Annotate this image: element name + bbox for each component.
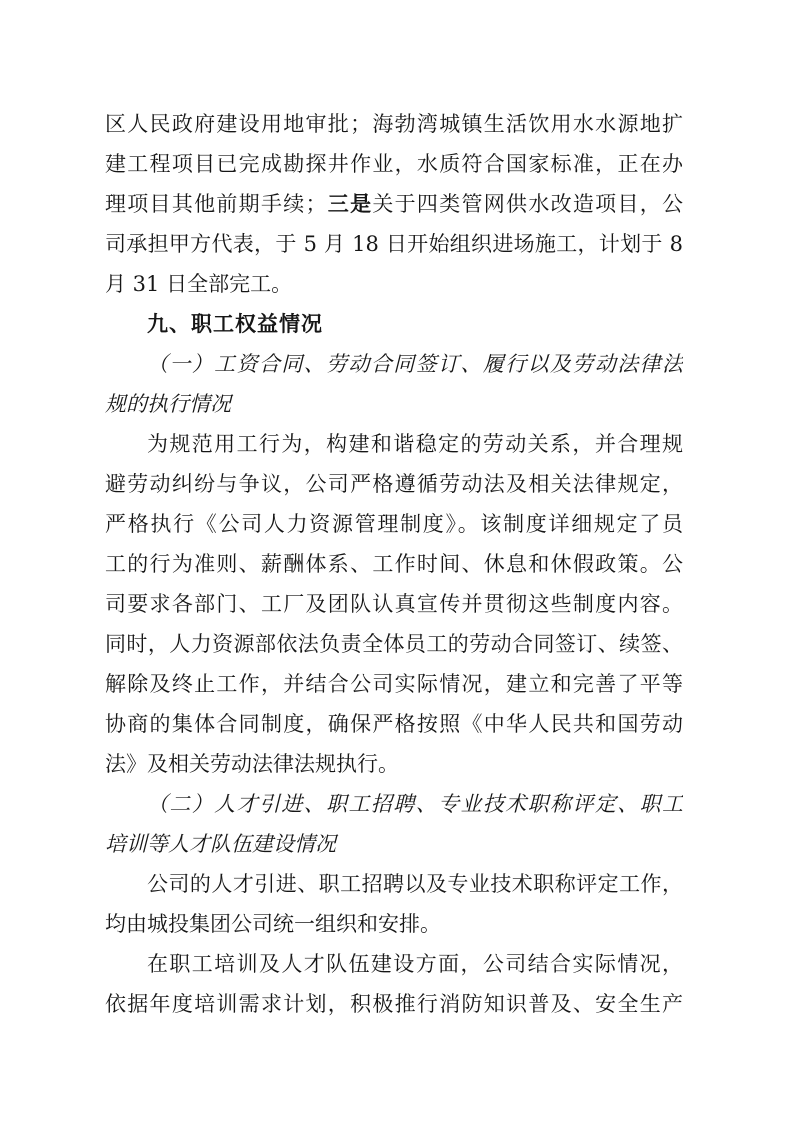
text-run: 理项目其他前期手续； xyxy=(105,192,327,216)
paragraph-line: 区人民政府建设用地审批；海勃湾城镇生活饮用水水源地扩 xyxy=(105,112,683,136)
subsection-heading-line: 培训等人才队伍建设情况 xyxy=(105,832,336,856)
subsection-heading-line: （一）工资合同、劳动合同签订、履行以及劳动法律法 xyxy=(147,352,683,376)
paragraph-line: 建工程项目已完成勘探井作业，水质符合国家标准，正在办 xyxy=(105,152,683,176)
paragraph-line: 在职工培训及人才队伍建设方面，公司结合实际情况， xyxy=(147,952,683,976)
paragraph-line: 避劳动纠纷与争议，公司严格遵循劳动法及相关法律规定， xyxy=(105,472,683,496)
bold-text-run: 三是 xyxy=(326,191,373,216)
paragraph-last-line: 法》及相关劳动法律法规执行。 xyxy=(105,752,399,776)
document-body xyxy=(105,104,683,1024)
paragraph-line: 司承担甲方代表，于 5 月 18 日开始组织进场施工，计划于 8 xyxy=(105,232,683,256)
section-heading: 九、职工权益情况 xyxy=(147,312,323,336)
paragraph-last-line: 均由城投集团公司统一组织和安排。 xyxy=(105,912,441,936)
text-run: 关于四类管网供水改造项目，公 xyxy=(372,192,683,216)
paragraph-line: 公司的人才引进、职工招聘以及专业技术职称评定工作， xyxy=(147,872,683,896)
paragraph-line: 协商的集体合同制度，确保严格按照《中华人民共和国劳动 xyxy=(105,712,683,736)
paragraph-line xyxy=(105,184,683,224)
paragraph-line: 司要求各部门、工厂及团队认真宣传并贯彻这些制度内容。 xyxy=(105,592,683,616)
paragraph-last-line: 月 31 日全部完工。 xyxy=(105,272,293,296)
paragraph-line: 工的行为准则、薪酬体系、工作时间、休息和休假政策。公 xyxy=(105,552,683,576)
paragraph-line: 依据年度培训需求计划，积极推行消防知识普及、安全生产 xyxy=(105,992,683,1016)
subsection-heading-line: 规的执行情况 xyxy=(105,392,231,416)
paragraph-line: 严格执行《公司人力资源管理制度》。该制度详细规定了员 xyxy=(105,512,683,536)
paragraph-line: 为规范用工行为，构建和谐稳定的劳动关系，并合理规 xyxy=(147,432,683,456)
paragraph-line: 同时，人力资源部依法负责全体员工的劳动合同签订、续签、 xyxy=(105,632,683,656)
subsection-heading-line: （二）人才引进、职工招聘、专业技术职称评定、职工 xyxy=(147,792,683,816)
paragraph-line: 解除及终止工作，并结合公司实际情况，建立和完善了平等 xyxy=(105,672,683,696)
